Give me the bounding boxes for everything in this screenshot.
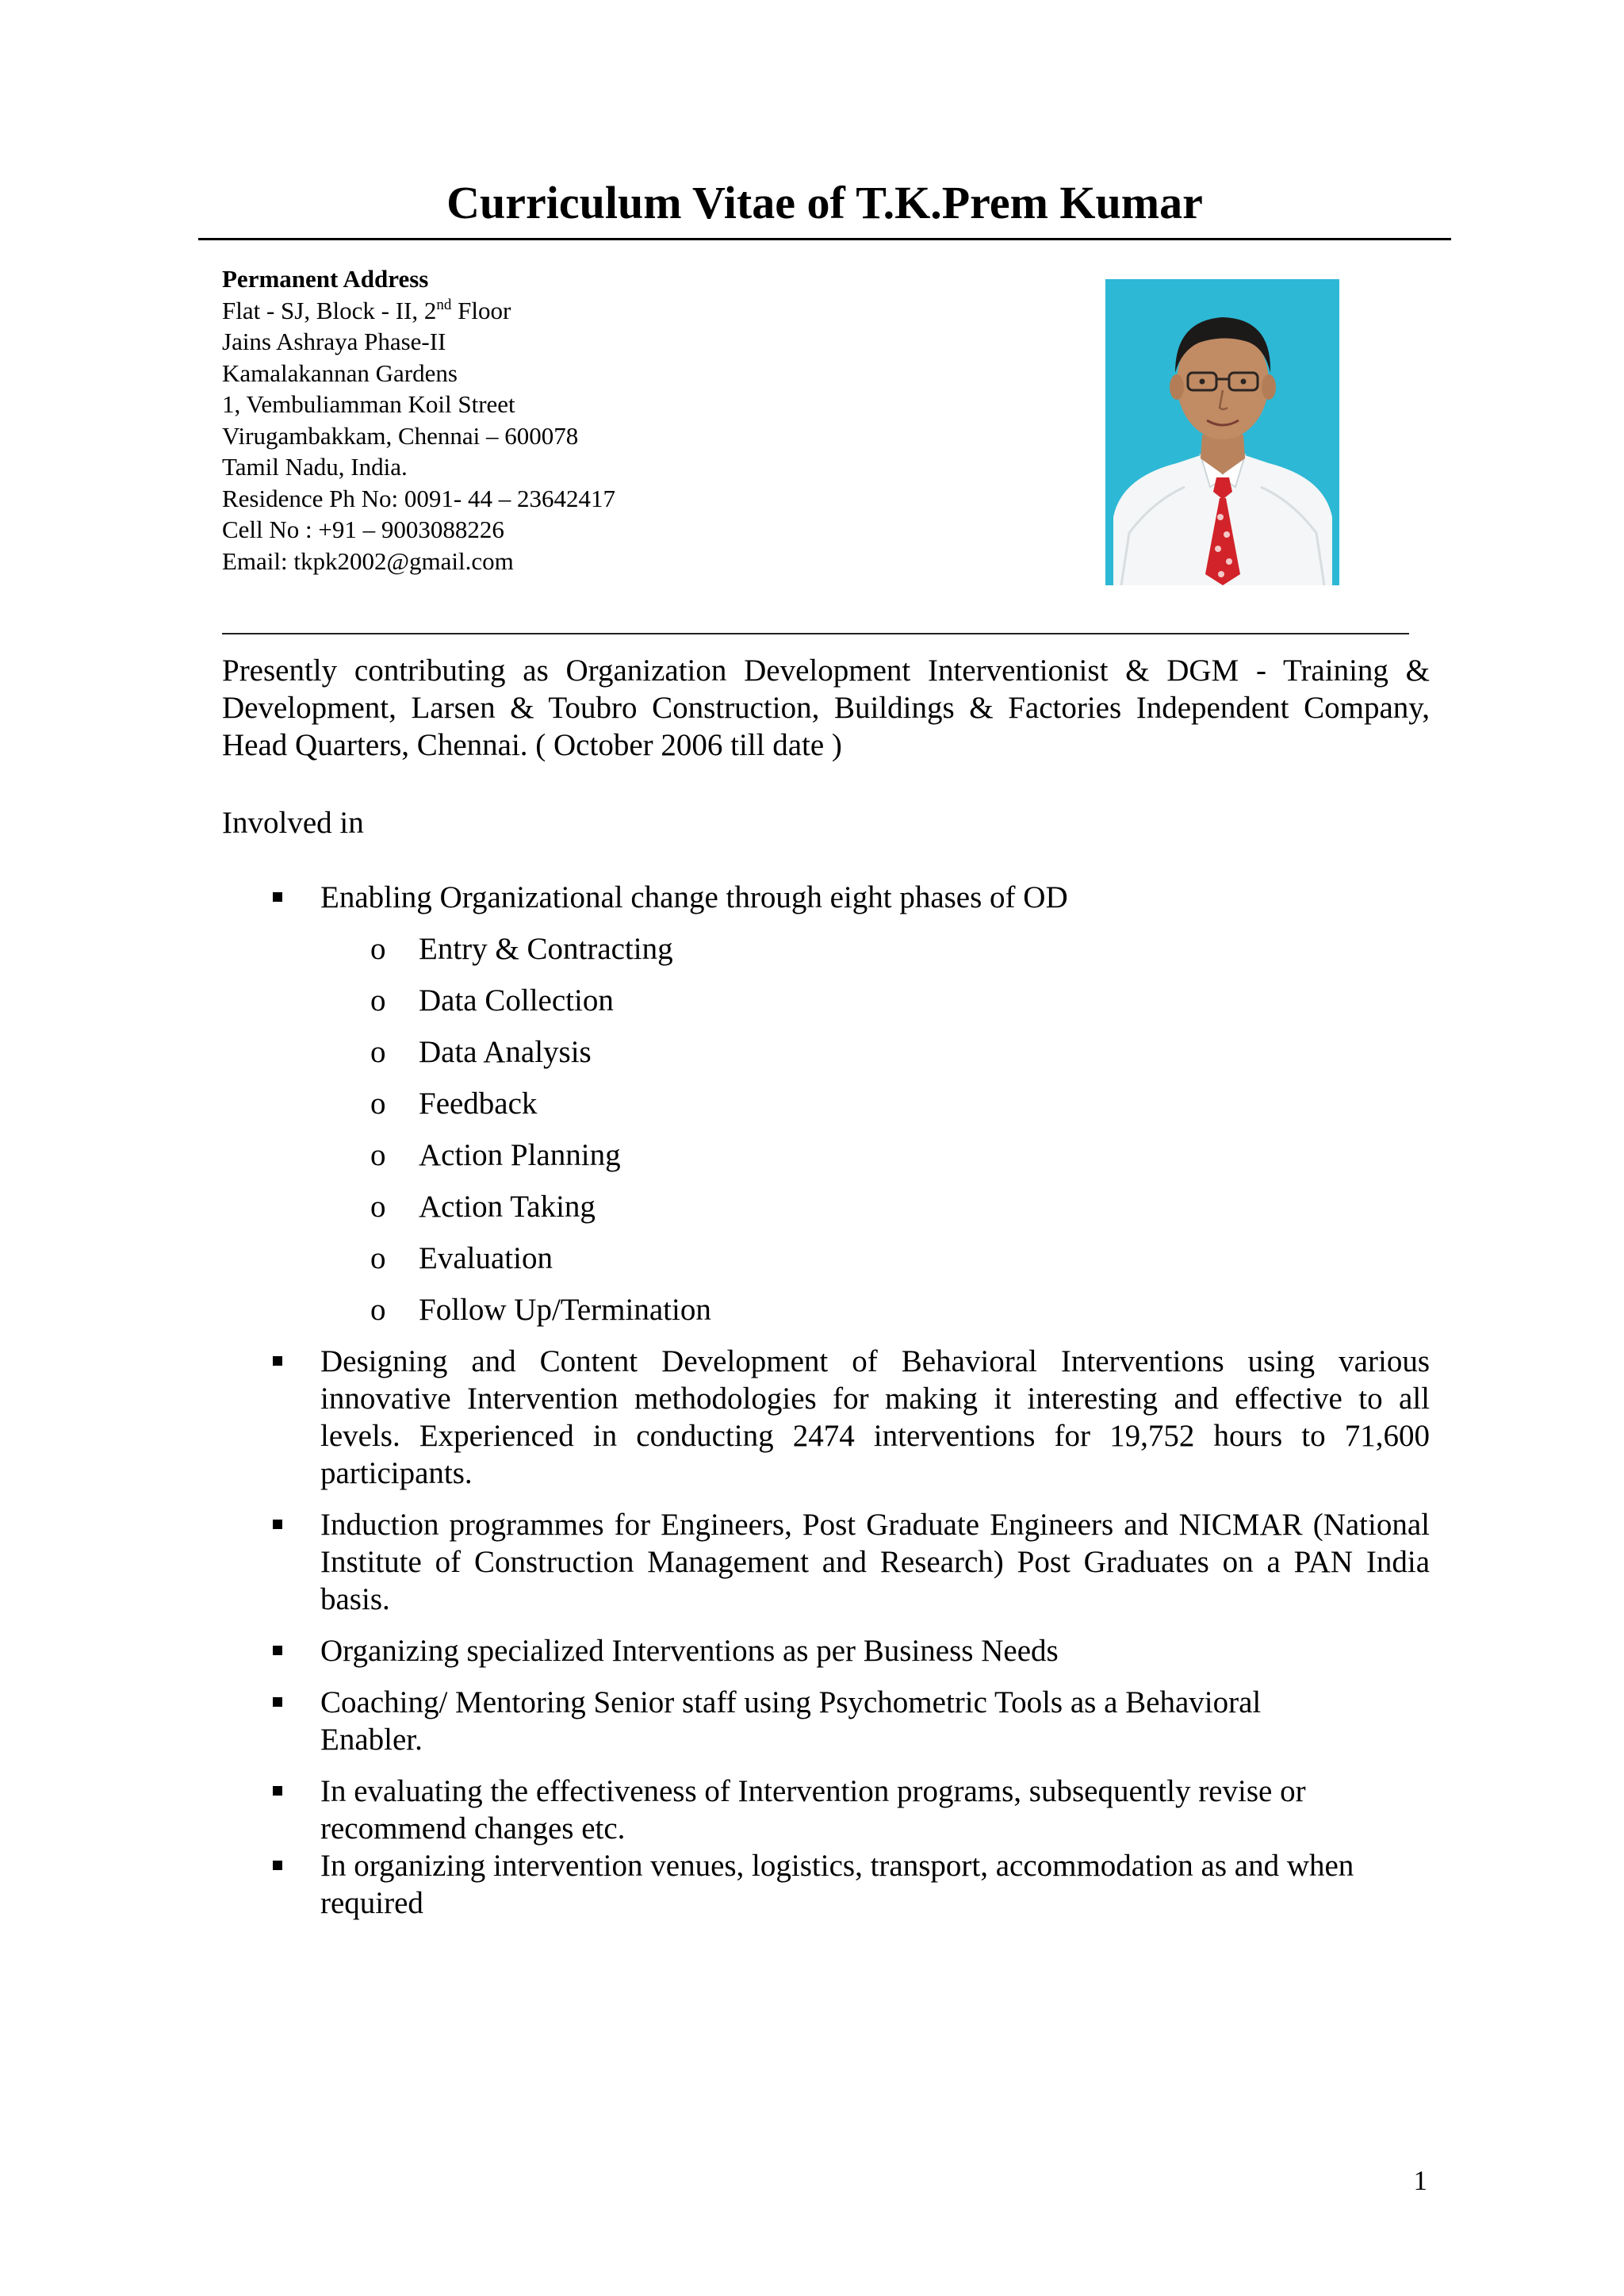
address-heading: Permanent Address [222,265,429,293]
od-phase-text: Action Taking [419,1190,596,1224]
involved-in-label: Involved in [222,806,364,840]
od-phase-text: Data Collection [419,983,614,1018]
square-bullet-icon [273,1356,282,1366]
cell-phone: Cell No : +91 – 9003088226 [222,516,504,543]
list-item [0,1506,1430,1618]
profile-photo [1105,279,1339,585]
address-superscript: nd [436,296,452,313]
od-phase-item [320,1137,1430,1174]
address-line-text: Flat - SJ, Block - II, 2 [222,296,437,324]
od-phase-item [320,1291,1430,1328]
circle-bullet-icon: o [370,1138,386,1172]
circle-bullet-icon: o [370,1087,386,1121]
list-item-text: Organizing specialized Interventions as per Business Needs [320,1634,1059,1668]
square-bullet-icon [273,1861,282,1870]
page-number: 1 [1413,2165,1427,2196]
list-item-text: Designing and Content Development of Behavioral Interventions using various innovative Intervention methodologies for making it interesting and effective to all levels. Experienced in conducting 2474 interventions for 19,752 hours to 71,600 participants. [320,1344,1430,1490]
od-phase-text: Action Planning [419,1138,621,1172]
address-line: 1, Vembuliamman Koil Street [222,390,515,418]
list-item-text: In organizing intervention venues, logistics, transport, accommodation as and when required [320,1849,1354,1920]
address-line: Virugambakkam, Chennai – 600078 [222,421,579,450]
permanent-address-block [222,263,615,577]
address-line [222,295,615,327]
list-item [0,1684,1343,1758]
square-bullet-icon [273,1786,282,1796]
address-line: Jains Ashraya Phase-II [222,328,446,355]
od-phase-text: Entry & Contracting [419,932,673,966]
circle-bullet-icon: o [370,1241,386,1275]
current-role-summary: Presently contributing as Organization Development Interventionist & DGM - Training & Development, Larsen & Toubro Construction, Buildings & Factories Independent Company, Head Quarters, Chennai. ( October 2006 till date ) [222,654,1430,762]
title-underline [198,238,1451,240]
email: Email: tkpk2002@gmail.com [222,546,514,575]
od-phase-text: Evaluation [419,1241,553,1275]
list-item-text: Induction programmes for Engineers, Post Graduate Engineers and NICMAR (National Institute of Construction Management and Research) Post Graduates on a PAN India basis. [320,1508,1430,1616]
circle-bullet-icon: o [370,932,386,966]
od-phase-item [320,1240,1430,1277]
list-item [0,879,1430,1328]
od-phase-text: Feedback [419,1087,538,1121]
square-bullet-icon [273,1697,282,1707]
od-phase-text: Follow Up/Termination [419,1293,711,1327]
list-item [0,1632,1430,1669]
address-line-text: Floor [451,296,511,324]
circle-bullet-icon: o [370,1035,386,1069]
circle-bullet-icon: o [370,983,386,1018]
list-item [0,1773,1399,1847]
square-bullet-icon [273,1646,282,1655]
document-title: Curriculum Vitae of T.K.Prem Kumar [446,177,1203,228]
circle-bullet-icon: o [370,1190,386,1224]
od-phase-item [320,1188,1430,1225]
od-phase-item [320,1085,1430,1122]
square-bullet-icon [273,892,282,902]
list-item-text: Enabling Organizational change through eight phases of OD [320,880,1068,914]
section-separator [222,633,1409,634]
list-item [0,1343,1430,1492]
od-phase-item [320,1033,1430,1071]
od-phases-list [320,930,1430,1328]
od-phase-text: Data Analysis [419,1035,592,1069]
od-phase-item [320,982,1430,1019]
list-item [0,1847,1430,1922]
circle-bullet-icon: o [370,1293,386,1327]
address-line: Kamalakannan Gardens [222,358,458,387]
list-item-text: Coaching/ Mentoring Senior staff using Psychometric Tools as a Behavioral Enabler. [320,1685,1262,1757]
address-line: Tamil Nadu, India. [222,453,408,481]
responsibilities-list [0,879,1624,1936]
residence-phone: Residence Ph No: 0091- 44 – 23642417 [222,484,615,512]
od-phase-item [320,930,1430,968]
square-bullet-icon [273,1520,282,1529]
list-item-text: In evaluating the effectiveness of Intervention programs, subsequently revise or recommend changes etc. [320,1774,1306,1846]
